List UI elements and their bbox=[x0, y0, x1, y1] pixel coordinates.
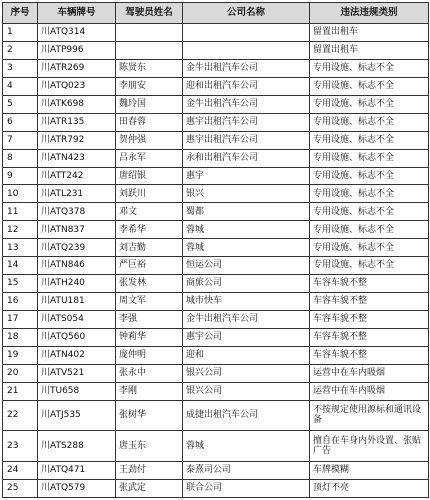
cell-driver: 李希华 bbox=[116, 221, 183, 239]
cell-company: 蜀都 bbox=[183, 203, 310, 221]
cell-driver: 周文军 bbox=[116, 293, 183, 311]
table-row bbox=[3, 461, 429, 479]
cell-plate: 川TU658 bbox=[38, 382, 116, 400]
cell-plate: 川ATQ314 bbox=[38, 24, 116, 42]
cell-driver: 张树华 bbox=[116, 400, 183, 431]
cell-violation: 车容车貌不整 bbox=[310, 293, 429, 311]
cell-no: 16 bbox=[3, 293, 38, 311]
cell-plate: 川ATK698 bbox=[38, 95, 116, 113]
cell-plate: 川ATR792 bbox=[38, 131, 116, 149]
cell-no: 23 bbox=[3, 431, 38, 462]
table-row bbox=[3, 95, 429, 113]
cell-company: 迎和 bbox=[183, 346, 310, 364]
cell-violation: 不按规定使用源标和通讯设备 bbox=[310, 400, 429, 431]
cell-violation: 专用设施、标志不全 bbox=[310, 221, 429, 239]
cell-no: 11 bbox=[3, 203, 38, 221]
cell-driver: 李强 bbox=[116, 311, 183, 329]
table-row bbox=[3, 328, 429, 346]
cell-no: 25 bbox=[3, 479, 38, 497]
cell-plate: 川ATQ560 bbox=[38, 328, 116, 346]
cell-company: 银兴公司 bbox=[183, 382, 310, 400]
violation-table-document bbox=[2, 2, 428, 498]
cell-plate: 川ATP996 bbox=[38, 41, 116, 59]
table-row bbox=[3, 382, 429, 400]
cell-no: 12 bbox=[3, 221, 38, 239]
cell-violation: 专用设施、标志不全 bbox=[310, 95, 429, 113]
column-header-driver: 驾驶员姓名 bbox=[116, 3, 183, 24]
table-row bbox=[3, 41, 429, 59]
cell-plate: 川ATN402 bbox=[38, 346, 116, 364]
violation-table bbox=[2, 2, 429, 498]
cell-company: 金牛出租汽车公司 bbox=[183, 311, 310, 329]
cell-driver: 陈贤东 bbox=[116, 59, 183, 77]
cell-violation: 专用设施、标志不全 bbox=[310, 257, 429, 275]
cell-company: 泰熹司公司 bbox=[183, 461, 310, 479]
cell-no: 13 bbox=[3, 239, 38, 257]
cell-no: 19 bbox=[3, 346, 38, 364]
cell-violation: 留置出租车 bbox=[310, 41, 429, 59]
cell-company: 蓉城 bbox=[183, 431, 310, 462]
cell-company: 成捷出租汽车公司 bbox=[183, 400, 310, 431]
cell-no: 8 bbox=[3, 149, 38, 167]
cell-no: 7 bbox=[3, 131, 38, 149]
cell-driver: 贺仲强 bbox=[116, 131, 183, 149]
cell-no: 4 bbox=[3, 77, 38, 95]
cell-violation: 专用设施、标志不全 bbox=[310, 149, 429, 167]
cell-violation: 顶灯不亮 bbox=[310, 479, 429, 497]
cell-driver: 唐玉东 bbox=[116, 431, 183, 462]
cell-driver: 张武定 bbox=[116, 479, 183, 497]
cell-no: 21 bbox=[3, 382, 38, 400]
cell-driver: 王劲付 bbox=[116, 461, 183, 479]
cell-driver: 李刚 bbox=[116, 382, 183, 400]
cell-no: 15 bbox=[3, 275, 38, 293]
cell-driver: 刘吉勤 bbox=[116, 239, 183, 257]
cell-plate: 川ATN846 bbox=[38, 257, 116, 275]
cell-plate: 川ATR135 bbox=[38, 113, 116, 131]
cell-company: 联合公司 bbox=[183, 479, 310, 497]
cell-company: 金牛出租汽车公司 bbox=[183, 59, 310, 77]
cell-driver: 吕永军 bbox=[116, 149, 183, 167]
cell-company: 惠宇公司 bbox=[183, 328, 310, 346]
cell-plate: 川ATQ239 bbox=[38, 239, 116, 257]
cell-plate: 川ATQ471 bbox=[38, 461, 116, 479]
table-row bbox=[3, 239, 429, 257]
cell-plate: 川ATS288 bbox=[38, 431, 116, 462]
cell-company: 银兴 bbox=[183, 185, 310, 203]
cell-company: 城市快车 bbox=[183, 293, 310, 311]
cell-company: 商旅公司 bbox=[183, 275, 310, 293]
table-row bbox=[3, 77, 429, 95]
cell-no: 20 bbox=[3, 364, 38, 382]
cell-company: 惠宇 bbox=[183, 167, 310, 185]
table-row bbox=[3, 431, 429, 462]
cell-plate: 川ATQ378 bbox=[38, 203, 116, 221]
column-header-no: 序号 bbox=[3, 3, 38, 24]
table-row bbox=[3, 185, 429, 203]
cell-company: 永和出租汽车公司 bbox=[183, 149, 310, 167]
table-header-row bbox=[3, 3, 429, 24]
cell-no: 9 bbox=[3, 167, 38, 185]
cell-plate: 川ATT242 bbox=[38, 167, 116, 185]
cell-company bbox=[183, 41, 310, 59]
cell-violation: 车牌模糊 bbox=[310, 461, 429, 479]
cell-driver: 邓文 bbox=[116, 203, 183, 221]
cell-violation: 车容车貌不整 bbox=[310, 346, 429, 364]
cell-violation: 专用设施、标志不全 bbox=[310, 77, 429, 95]
column-header-violation: 违法违规类别 bbox=[310, 3, 429, 24]
cell-violation: 专用设施、标志不全 bbox=[310, 167, 429, 185]
cell-driver: 张永中 bbox=[116, 364, 183, 382]
table-row bbox=[3, 59, 429, 77]
cell-driver: 李朋安 bbox=[116, 77, 183, 95]
cell-violation: 擅自在车身内外设置、张贴广告 bbox=[310, 431, 429, 462]
table-row bbox=[3, 364, 429, 382]
table-row bbox=[3, 346, 429, 364]
cell-violation: 车容车貌不整 bbox=[310, 311, 429, 329]
table-row bbox=[3, 149, 429, 167]
column-header-plate: 车辆牌号 bbox=[38, 3, 116, 24]
cell-company: 银兴公司 bbox=[183, 364, 310, 382]
table-row bbox=[3, 257, 429, 275]
cell-plate: 川ATQ579 bbox=[38, 479, 116, 497]
cell-company: 惠宇出租汽车公司 bbox=[183, 131, 310, 149]
cell-violation: 专用设施、标志不全 bbox=[310, 185, 429, 203]
cell-company: 蓉城 bbox=[183, 221, 310, 239]
cell-company: 惠宇出租汽车公司 bbox=[183, 113, 310, 131]
table-row bbox=[3, 293, 429, 311]
cell-no: 24 bbox=[3, 461, 38, 479]
cell-no: 6 bbox=[3, 113, 38, 131]
table-row bbox=[3, 24, 429, 42]
cell-no: 10 bbox=[3, 185, 38, 203]
cell-driver bbox=[116, 24, 183, 42]
cell-plate: 川ATU181 bbox=[38, 293, 116, 311]
table-row bbox=[3, 203, 429, 221]
cell-driver bbox=[116, 41, 183, 59]
cell-no: 17 bbox=[3, 311, 38, 329]
cell-driver: 庞仲明 bbox=[116, 346, 183, 364]
cell-plate: 川ATQ023 bbox=[38, 77, 116, 95]
column-header-company: 公司名称 bbox=[183, 3, 310, 24]
cell-plate: 川ATS054 bbox=[38, 311, 116, 329]
cell-driver: 刘跃川 bbox=[116, 185, 183, 203]
cell-company: 金牛出租汽车公司 bbox=[183, 95, 310, 113]
cell-company: 迎和出租汽车公司 bbox=[183, 77, 310, 95]
cell-plate: 川ATR269 bbox=[38, 59, 116, 77]
table-row bbox=[3, 221, 429, 239]
table-row bbox=[3, 311, 429, 329]
cell-driver: 魏玲国 bbox=[116, 95, 183, 113]
cell-plate: 川ATJ535 bbox=[38, 400, 116, 431]
cell-no: 22 bbox=[3, 400, 38, 431]
cell-violation: 专用设施、标志不全 bbox=[310, 203, 429, 221]
cell-no: 1 bbox=[3, 24, 38, 42]
cell-company: 恒运公司 bbox=[183, 257, 310, 275]
cell-driver: 钟莉华 bbox=[116, 328, 183, 346]
table-row bbox=[3, 400, 429, 431]
cell-violation: 专用设施、标志不全 bbox=[310, 113, 429, 131]
cell-company bbox=[183, 24, 310, 42]
table-row bbox=[3, 479, 429, 497]
cell-violation: 专用设施、标志不全 bbox=[310, 131, 429, 149]
cell-company: 蓉城 bbox=[183, 239, 310, 257]
cell-driver: 严巨裕 bbox=[116, 257, 183, 275]
cell-plate: 川ATV521 bbox=[38, 364, 116, 382]
cell-plate: 川ATL231 bbox=[38, 185, 116, 203]
cell-no: 3 bbox=[3, 59, 38, 77]
table-row bbox=[3, 113, 429, 131]
cell-plate: 川ATN837 bbox=[38, 221, 116, 239]
cell-violation: 运营中在车内吸烟 bbox=[310, 382, 429, 400]
cell-plate: 川ATH240 bbox=[38, 275, 116, 293]
cell-driver: 田春蓉 bbox=[116, 113, 183, 131]
table-row bbox=[3, 167, 429, 185]
table-row bbox=[3, 131, 429, 149]
cell-no: 5 bbox=[3, 95, 38, 113]
cell-violation: 专用设施、标志不全 bbox=[310, 59, 429, 77]
cell-violation: 车容车貌不整 bbox=[310, 328, 429, 346]
cell-violation: 专用设施、标志不全 bbox=[310, 239, 429, 257]
cell-no: 14 bbox=[3, 257, 38, 275]
cell-driver: 张发林 bbox=[116, 275, 183, 293]
cell-violation: 运营中在车内吸烟 bbox=[310, 364, 429, 382]
cell-no: 2 bbox=[3, 41, 38, 59]
cell-violation: 车容车貌不整 bbox=[310, 275, 429, 293]
cell-driver: 唐绍银 bbox=[116, 167, 183, 185]
cell-plate: 川ATN423 bbox=[38, 149, 116, 167]
cell-violation: 留置出租车 bbox=[310, 24, 429, 42]
cell-no: 18 bbox=[3, 328, 38, 346]
table-row bbox=[3, 275, 429, 293]
